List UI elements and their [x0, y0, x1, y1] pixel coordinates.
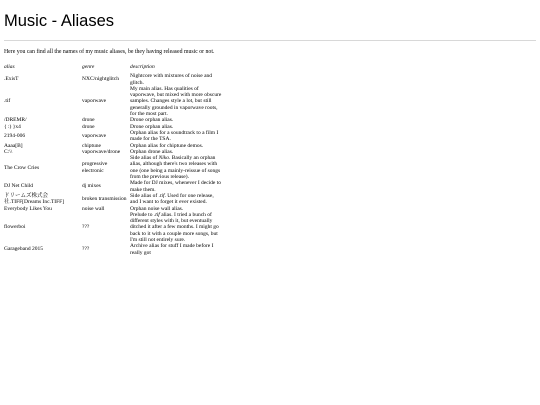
description-cell: Drone orphan alias.: [130, 123, 174, 130]
alias-cell: /DREMR/: [4, 117, 27, 124]
description-part: alias. I tried a bunch of different styles with it, but eventually ditched it after a few months. I might go back to it with a couple more songs, but I'm still not entirely sure.: [130, 211, 219, 244]
genre-cell: ???: [82, 246, 90, 253]
genre-cell: chiptune: [82, 142, 101, 149]
description-cell: Orphan drone alias.: [130, 148, 174, 155]
description-text: [130, 155, 222, 180]
description-cell: Nightcore with mixtures of noise and glitch.: [130, 73, 213, 86]
genre-cell: dj mixes: [82, 183, 101, 190]
description-part: Side alias of: [130, 192, 159, 199]
aliases-table: [4, 64, 222, 256]
description-part: Prelude to: [130, 211, 154, 218]
description-text: [130, 193, 222, 206]
alias-cell: { :) }x4: [4, 123, 21, 130]
genre-cell: ???: [82, 224, 90, 231]
genre-cell: vaporwave: [82, 133, 107, 140]
description-cell: Made for DJ mixes, whenever I decide to make them.: [130, 180, 222, 193]
genre-cell: NXC/nightglitch: [82, 76, 119, 83]
alias-cell: ドリームズ株式会社.TIFF[Dreams Inc.TIFF]: [4, 192, 65, 206]
genre-cell: progressive electronic: [82, 161, 108, 174]
genre-cell: drone: [82, 123, 95, 130]
description-part: . Basically an orphan alias, although there's two releases with one (one being a mainly-reissue of songs from the previous release).: [130, 155, 221, 181]
description-cell: [130, 155, 222, 180]
description-cell: Orphan noise wall alias.: [130, 205, 184, 212]
genre-cell: vaporwave/drone: [82, 148, 121, 155]
description-emphasis: .tif: [153, 211, 160, 218]
description-cell: Archive alias for stuff I made before I really got: [130, 243, 214, 256]
genre-cell: broken transmission: [82, 196, 127, 203]
description-text: [130, 212, 222, 243]
alias-cell: Aaaa[B]: [4, 142, 23, 149]
table-row: [4, 155, 222, 180]
alias-cell: The Crow Cries: [4, 164, 40, 171]
description-cell: [130, 212, 222, 243]
genre-cell: vaporwave: [82, 98, 107, 105]
header-description: description: [130, 64, 155, 70]
table-header-row: [4, 64, 222, 73]
title-divider: [4, 40, 536, 41]
intro-text: Here you can find all the names of my music aliases, be they having released music or not.: [4, 49, 215, 55]
table-row: [4, 73, 222, 86]
alias-cell: flowerboi: [4, 224, 26, 231]
description-cell: Orphan alias for a soundtrack to a film I made for the TSA.: [130, 129, 219, 143]
description-part: Side alias of: [130, 155, 159, 162]
page-title: Music - Aliases: [4, 12, 115, 30]
table-row: [4, 86, 222, 117]
header-genre: genre: [82, 64, 95, 70]
description-cell: My main alias. Has qualities of vaporwave, but mixed with more obscure samples. Changes style a lot, but still generally grounded in vaporwave roots, for the most part.: [130, 85, 222, 118]
description-part: . Used for one release, and I want to forget it ever existed.: [130, 192, 214, 206]
table-row: [4, 243, 222, 256]
alias-cell: DJ Net Child: [4, 183, 34, 190]
description-cell: Orphan alias for chiptune demos.: [130, 142, 204, 149]
genre-cell: noise wall: [82, 205, 105, 212]
description-emphasis: .tif: [158, 192, 165, 199]
genre-cell: drone: [82, 117, 95, 124]
description-emphasis: Niko: [158, 155, 169, 162]
alias-cell: C:\\: [4, 148, 13, 155]
description-cell: [130, 193, 222, 206]
alias-cell: .tif: [4, 98, 11, 105]
table-row: [4, 130, 222, 143]
alias-cell: Everybody Likes You: [4, 205, 52, 212]
alias-cell: 2194-006: [4, 133, 26, 140]
table-row: [4, 212, 222, 243]
description-cell: Drone orphan alias.: [130, 117, 174, 124]
table-row: [4, 180, 222, 193]
header-alias: alias: [4, 64, 15, 70]
alias-cell: Garageband 2015: [4, 246, 43, 253]
table-row: [4, 193, 222, 206]
alias-cell: .ExisT: [4, 76, 19, 83]
